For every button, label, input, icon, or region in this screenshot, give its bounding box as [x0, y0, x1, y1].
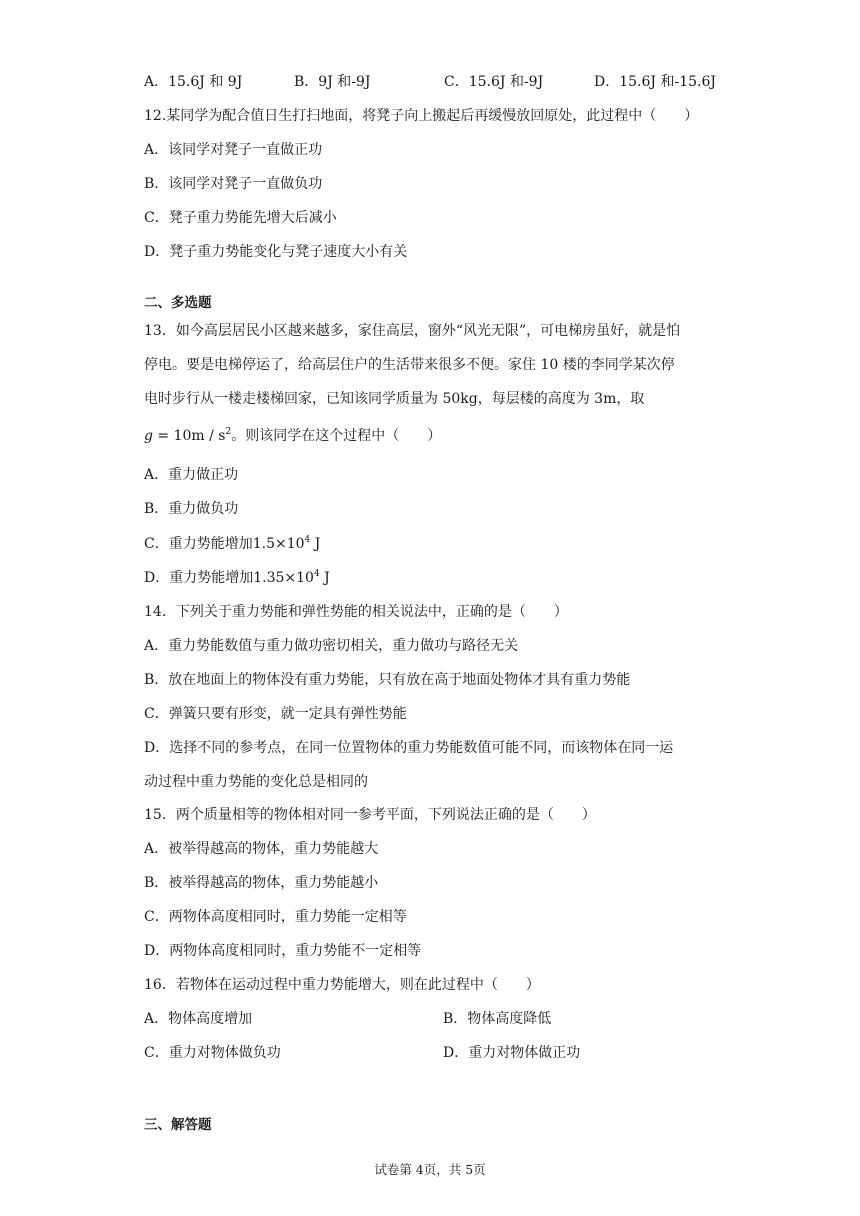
g-exponent: 2 [225, 427, 232, 437]
q13-option-d-text: D．重力势能增加 [144, 570, 254, 586]
q13-option-c [144, 534, 320, 554]
page-footer: 试卷第 4页，共 5页 [374, 1162, 486, 1177]
q13-option-a: A．重力做正功 [144, 467, 239, 483]
q13-option-c-value: 1.5×10 [252, 536, 305, 552]
q12-option-b: B．该同学对凳子一直做负功 [144, 176, 323, 192]
q13-option-c-text: C．重力势能增加 [144, 536, 253, 552]
q16-option-c: C．重力对物体做负功 [144, 1045, 281, 1061]
q12-option-c: C．凳子重力势能先增大后减小 [144, 210, 337, 226]
q11-option-a: A．15.6J 和 9J [144, 74, 243, 90]
q16-stem: 16．若物体在运动过程中重力势能增大，则在此过程中（ ） [144, 977, 540, 993]
g-symbol: g [144, 428, 153, 444]
q14-option-a: A．重力势能数值与重力做功密切相关，重力做功与路径无关 [144, 638, 519, 654]
q16-option-b: B．物体高度降低 [443, 1011, 552, 1027]
q13-option-d-exponent: 4 [313, 569, 320, 579]
q13-option-d-value: 1.35×10 [253, 570, 314, 586]
q13-stem-line-1: 13．如今高层居民小区越来越多，家住高层，窗外“风光无限”，可电梯房虽好，就是怕 [144, 323, 681, 339]
q13-option-b: B．重力做负功 [144, 501, 239, 517]
q15-stem: 15．两个质量相等的物体相对同一参考平面，下列说法正确的是（ ） [144, 807, 596, 823]
q13-stem-line-3: 电时步行从一楼走楼梯回家，已知该同学质量为 50kg，每层楼的高度为 3m，取 [144, 391, 645, 407]
q13-option-d-unit: J [319, 570, 330, 586]
q13-option-c-unit: J [310, 536, 321, 552]
q11-option-c: C．15.6J 和-9J [444, 74, 544, 90]
q13-stem-line-2: 停电。要是电梯停运了，给高层住户的生活带来很多不便。家住 10 楼的李同学某次停 [144, 357, 675, 373]
q16-option-d: D．重力对物体做正功 [443, 1045, 581, 1061]
q14-option-d-line-2: 动过程中重力势能的变化总是相同的 [144, 774, 368, 790]
q15-option-d: D．两物体高度相同时，重力势能不一定相等 [144, 943, 422, 959]
q12-stem: 12.某同学为配合值日生打扫地面，将凳子向上搬起后再缓慢放回原处，此过程中（ ） [144, 108, 699, 124]
q13-option-d [144, 568, 330, 588]
q11-option-b: B．9J 和-9J [294, 74, 371, 90]
q15-option-c: C．两物体高度相同时，重力势能一定相等 [144, 909, 407, 925]
g-value: = 10m / s [152, 428, 226, 444]
q16-option-a: A．物体高度增加 [144, 1011, 253, 1027]
q15-option-b: B．被举得越高的物体，重力势能越小 [144, 875, 379, 891]
q13-option-c-exponent: 4 [304, 535, 311, 545]
q14-option-d-line-1: D．选择不同的参考点，在同一位置物体的重力势能数值可能不同，而该物体在同一运 [144, 740, 674, 756]
section-heading-problem-solving: 三、解答题 [144, 1117, 212, 1133]
q12-option-d: D．凳子重力势能变化与凳子速度大小有关 [144, 244, 408, 260]
q13-stem-tail: 。则该同学在这个过程中（ ） [231, 428, 442, 444]
q12-option-a: A．该同学对凳子一直做正功 [144, 142, 323, 158]
q14-stem: 14．下列关于重力势能和弹性势能的相关说法中，正确的是（ ） [144, 604, 568, 620]
q15-option-a: A．被举得越高的物体，重力势能越大 [144, 841, 379, 857]
q14-option-c: C．弹簧只要有形变，就一定具有弹性势能 [144, 706, 407, 722]
q14-option-b: B．放在地面上的物体没有重力势能，只有放在高于地面处物体才具有重力势能 [144, 672, 631, 688]
section-heading-multiple-choice: 二、多选题 [144, 295, 212, 311]
q13-stem-line-4 [144, 426, 441, 446]
q11-option-d: D．15.6J 和-15.6J [594, 74, 716, 90]
